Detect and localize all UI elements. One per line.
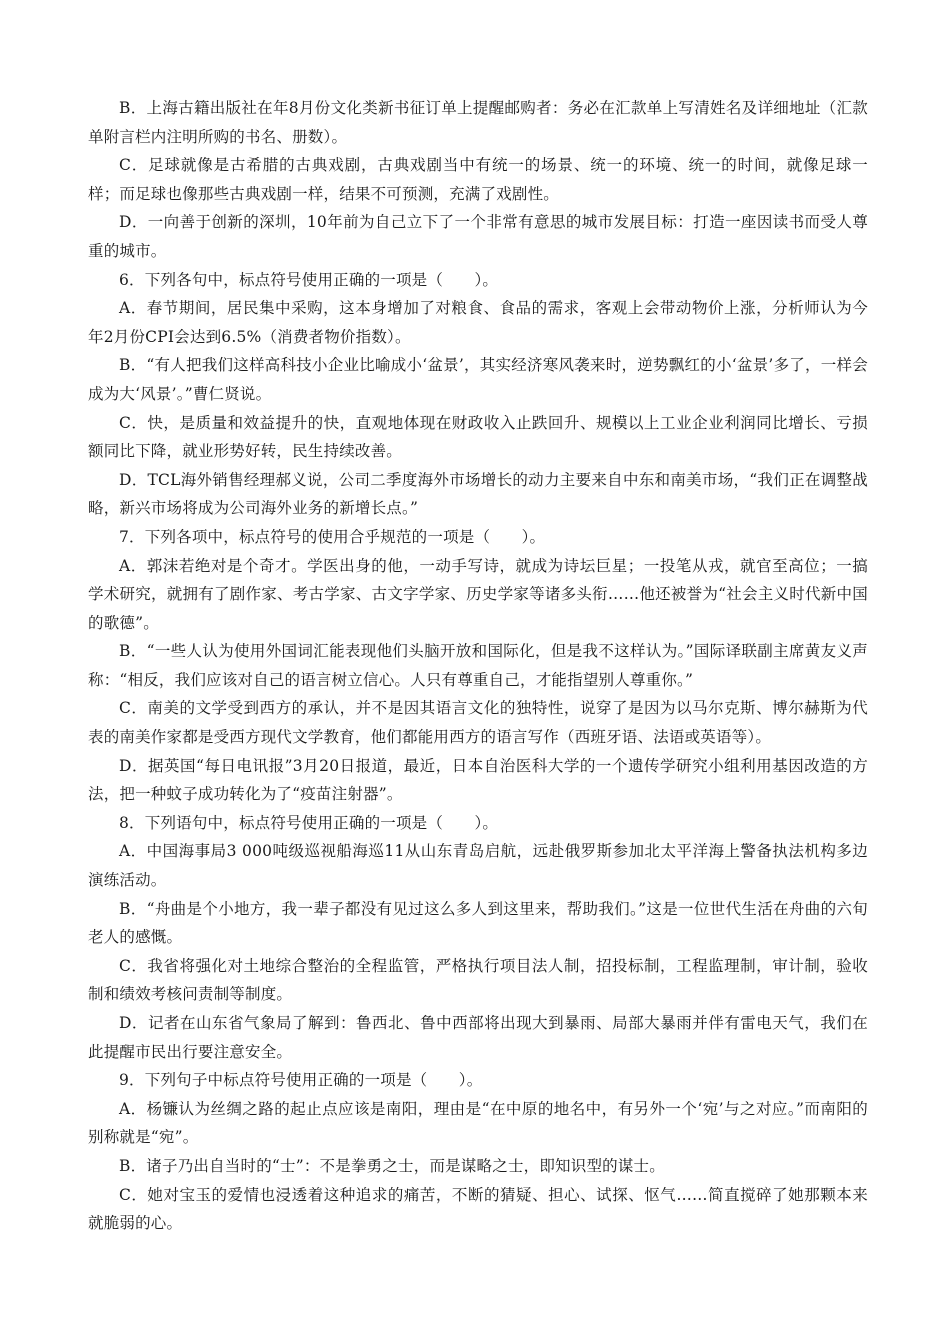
option-8a-paragraph: A．中国海事局3 000吨级巡视船海巡11从山东青岛启航，远赴俄罗斯参加北太平洋海上警备执法机构多边演练活动。 xyxy=(88,842,868,890)
option-7b-paragraph: B．“一些人认为使用外国词汇能表现他们头脑开放和国际化，但是我不这样认为。”国际译联副主席黄友义声称：“相反，我们应该对自己的语言树立信心。人只有尊重自己，才能指望别人尊重你。” xyxy=(88,642,868,689)
option-6b-paragraph: B．“有人把我们这样高科技小企业比喻成小‘盆景’，其实经济寒风袭来时，逆势飘红的小‘盆景’多了，一样会成为大‘风景’。”曹仁贤说。 xyxy=(88,356,868,403)
option-6a-paragraph: A．春节期间，居民集中采购，这本身增加了对粮食、食品的需求，客观上会带动物价上涨，分析师认为今年2月份CPI会达到6.5%（消费者物价指数）。 xyxy=(88,299,868,346)
question-8-stem: 8．下列语句中，标点符号使用正确的一项是（ ）。 xyxy=(119,813,499,832)
option-9b-paragraph: B．诸子乃出自当时的“士”：不是拳勇之士，而是谋略之士，即知识型的谋士。 xyxy=(119,1156,665,1175)
option-9a-paragraph: A．杨镰认为丝绸之路的起止点应该是南阳，理由是“在中原的地名中，有另外一个‘宛’与之对应。”而南阳的别称就是“宛”。 xyxy=(88,1099,868,1147)
option-8b-paragraph: B．“舟曲是个小地方，我一辈子都没有见过这么多人到这里来，帮助我们。”这是一位世代生活在舟曲的六旬老人的感慨。 xyxy=(88,899,868,947)
question-9-stem: 9．下列句子中标点符号使用正确的一项是（ ）。 xyxy=(119,1071,483,1090)
option-8c-paragraph: C．我省将强化对土地综合整治的全程监管，严格执行项目法人制，招投标制，工程监理制，审计制，验收制和绩效考核问责制等制度。 xyxy=(88,956,868,1004)
option-5d-paragraph: D．一向善于创新的深圳，10年前为自己立下了一个非常有意思的城市发展目标：打造一座因读书而受人尊重的城市。 xyxy=(88,213,868,260)
option-9c-paragraph: C．她对宝玉的爱情也浸透着这种追求的痛苦，不断的猜疑、担心、试探、怄气……简直搅碎了她那颗本来就脆弱的心。 xyxy=(88,1185,868,1233)
option-7d-paragraph: D．据英国“每日电讯报”3月20日报道，最近，日本自治医科大学的一个遗传学研究小组利用基因改造的方法，把一种蚊子成功转化为了“疫苗注射器”。 xyxy=(88,756,868,804)
option-5c-paragraph: C．足球就像是古希腊的古典戏剧，古典戏剧当中有统一的场景、统一的环境、统一的时间，就像足球一样；而足球也像那些古典戏剧一样，结果不可预测，充满了戏剧性。 xyxy=(88,156,868,203)
question-7-stem: 7．下列各项中，标点符号的使用合乎规范的一项是（ ）。 xyxy=(119,527,546,546)
option-8d-paragraph: D．记者在山东省气象局了解到：鲁西北、鲁中西部将出现大到暴雨、局部大暴雨并伴有雷电天气，我们在此提醒市民出行要注意安全。 xyxy=(88,1014,868,1061)
question-text-body xyxy=(88,94,868,1238)
option-5b-paragraph: B．上海古籍出版社在年8月份文化类新书征订单上提醒邮购者：务必在汇款单上写清姓名及详细地址（汇款单附言栏内注明所购的书名、册数）。 xyxy=(88,99,868,146)
option-6d-paragraph: D．TCL海外销售经理郝义说，公司二季度海外市场增长的动力主要来自中东和南美市场，“我们正在调整战略，新兴市场将成为公司海外业务的新增长点。” xyxy=(88,470,868,518)
option-6c-paragraph: C．快，是质量和效益提升的快，直观地体现在财政收入止跌回升、规模以上工业企业利润同比增长、亏损额同比下降，就业形势好转，民生持续改善。 xyxy=(88,413,868,461)
option-7a-paragraph: A．郭沫若绝对是个奇才。学医出身的他，一动手写诗，就成为诗坛巨星；一投笔从戎，就官至高位；一搞学术研究，就拥有了剧作家、考古学家、古文字学家、历史学家等诸多头衔……他还被誉为“社会主义时代新中国的歌德”。 xyxy=(88,556,868,632)
option-7c-paragraph: C．南美的文学受到西方的承认，并不是因其语言文化的独特性，说穿了是因为以马尔克斯、博尔赫斯为代表的南美作家都是受西方现代文学教育，他们都能用西方的语言写作（西班牙语、法语或英语等）。 xyxy=(88,699,868,747)
question-6-stem: 6．下列各句中，标点符号使用正确的一项是（ ）。 xyxy=(119,270,499,289)
